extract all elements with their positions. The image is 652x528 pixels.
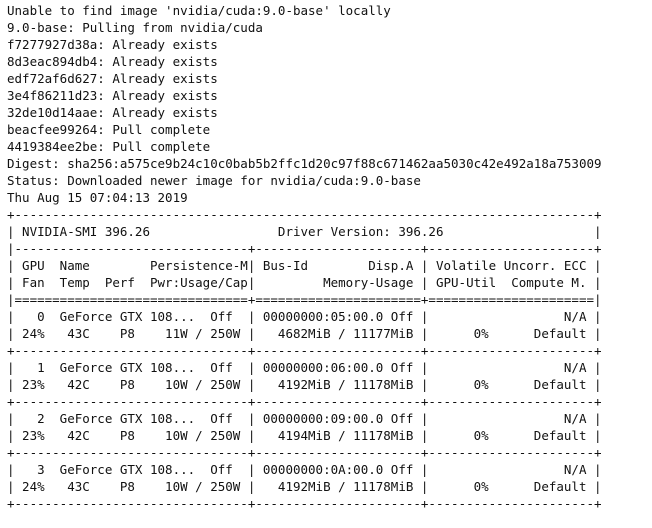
table-header-line: | GPU Name Persistence-M| Bus-Id Disp.A | Volatile Uncorr. ECC | — [7, 258, 602, 273]
table-header-line: | Fan Temp Perf Pwr:Usage/Cap| Memory-Usage | GPU-Util Compute M. | — [7, 275, 602, 290]
status-line: Status: Downloaded newer image for nvidia/cuda:9.0-base — [7, 173, 421, 188]
layer-status-line: 32de10d14aae: Already exists — [7, 105, 218, 120]
table-header-separator: |===============================+======================+======================| — [7, 292, 602, 307]
table-separator-line: +-------------------------------+----------------------+----------------------+ — [7, 445, 602, 460]
gpu-row-line: | 24% 43C P8 11W / 250W | 4682MiB / 11177MiB | 0% Default | — [7, 326, 602, 341]
layer-status-line: 8d3eac894db4: Already exists — [7, 54, 218, 69]
digest-line: Digest: sha256:a575ce9b24c10c0bab5b2ffc1d20c97f88c671462aa5030c42e492a18a753009 — [7, 156, 602, 171]
table-border-line: +-------------------------------+----------------------+----------------------+ — [7, 496, 602, 511]
table-separator-line: +-------------------------------+----------------------+----------------------+ — [7, 394, 602, 409]
gpu-row-line: | 2 GeForce GTX 108... Off | 00000000:09:00.0 Off | N/A | — [7, 411, 602, 426]
docker-message-line: Unable to find image 'nvidia/cuda:9.0-base' locally — [7, 3, 391, 18]
layer-status-line: beacfee99264: Pull complete — [7, 122, 211, 137]
table-border-line: +-----------------------------------------------------------------------------+ — [7, 207, 602, 222]
layer-status-line: edf72af6d627: Already exists — [7, 71, 218, 86]
smi-version-line: | NVIDIA-SMI 396.26 Driver Version: 396.26 | — [7, 224, 602, 239]
timestamp-line: Thu Aug 15 07:04:13 2019 — [7, 190, 188, 205]
layer-status-line: 4419384ee2be: Pull complete — [7, 139, 211, 154]
gpu-row-line: | 0 GeForce GTX 108... Off | 00000000:05:00.0 Off | N/A | — [7, 309, 602, 324]
gpu-row-line: | 23% 42C P8 10W / 250W | 4194MiB / 11178MiB | 0% Default | — [7, 428, 602, 443]
layer-status-line: 3e4f86211d23: Already exists — [7, 88, 218, 103]
gpu-row-line: | 1 GeForce GTX 108... Off | 00000000:06:00.0 Off | N/A | — [7, 360, 602, 375]
table-separator-line: +-------------------------------+----------------------+----------------------+ — [7, 343, 602, 358]
gpu-row-line: | 3 GeForce GTX 108... Off | 00000000:0A:00.0 Off | N/A | — [7, 462, 602, 477]
layer-status-line: f7277927d38a: Already exists — [7, 37, 218, 52]
gpu-row-line: | 23% 42C P8 10W / 250W | 4192MiB / 11178MiB | 0% Default | — [7, 377, 602, 392]
docker-pull-line: 9.0-base: Pulling from nvidia/cuda — [7, 20, 263, 35]
gpu-row-line: | 24% 43C P8 10W / 250W | 4192MiB / 11178MiB | 0% Default | — [7, 479, 602, 494]
table-separator-line: |-------------------------------+----------------------+----------------------+ — [7, 241, 602, 256]
